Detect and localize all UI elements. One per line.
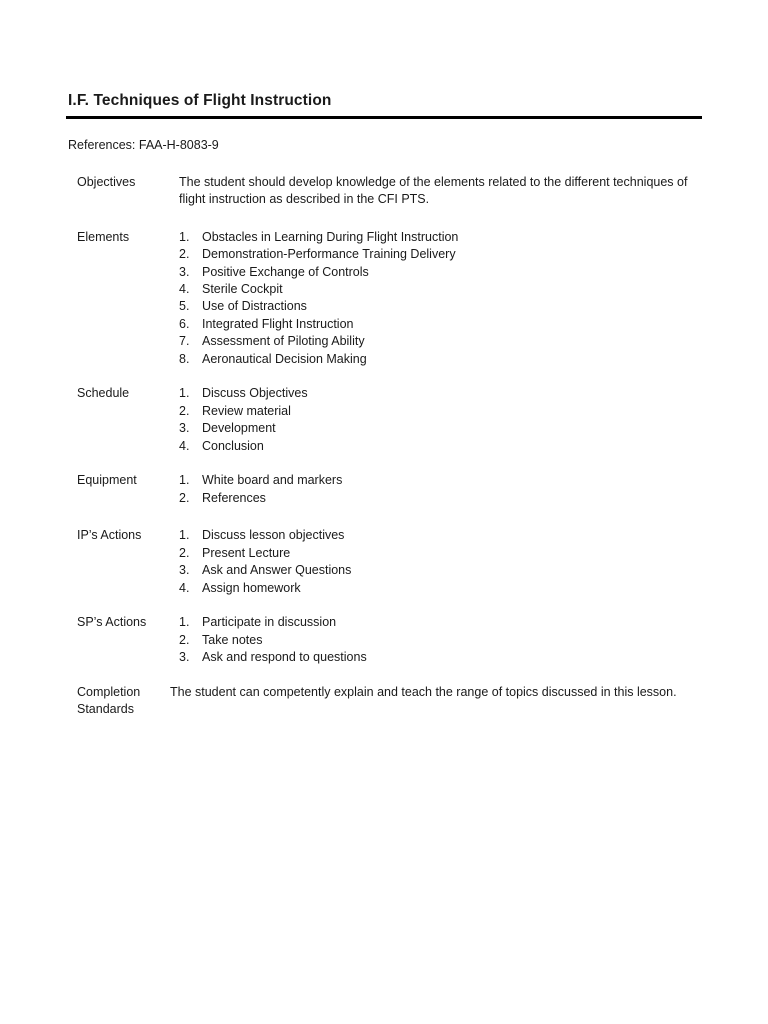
section-elements <box>68 229 708 368</box>
list-text: Development <box>202 421 276 436</box>
list-text: Sterile Cockpit <box>202 282 283 297</box>
list-item <box>179 403 704 420</box>
list-number: 1. <box>179 528 190 543</box>
list-number: 4. <box>179 580 190 595</box>
list-number: 2. <box>179 632 190 647</box>
list-text: Present Lecture <box>202 545 291 560</box>
list-number: 1. <box>179 229 190 244</box>
list-number: 2. <box>179 545 190 560</box>
list-item <box>179 246 704 263</box>
section-label-equipment: Equipment <box>77 473 137 488</box>
list-number: 1. <box>179 386 190 401</box>
list-item <box>179 420 704 437</box>
ip-actions-list <box>179 527 708 597</box>
section-label-objectives: Objectives <box>77 175 136 189</box>
list-number: 4. <box>179 438 190 453</box>
list-item <box>179 316 704 333</box>
list-number: 2. <box>179 247 190 262</box>
list-text: Conclusion <box>202 438 264 453</box>
list-text: Aeronautical Decision Making <box>202 351 367 366</box>
section-equipment <box>68 472 708 507</box>
list-text: Ask and respond to questions <box>202 650 367 665</box>
list-item <box>179 385 704 402</box>
list-number: 3. <box>179 650 190 665</box>
list-number: 2. <box>179 490 190 505</box>
list-number: 3. <box>179 563 190 578</box>
list-number: 5. <box>179 299 190 314</box>
page-title: I.F. Techniques of Flight Instruction <box>68 92 332 109</box>
list-item <box>179 562 704 579</box>
list-item <box>179 614 704 631</box>
list-number: 6. <box>179 316 190 331</box>
list-number: 7. <box>179 334 190 349</box>
list-item <box>179 545 704 562</box>
list-number: 4. <box>179 282 190 297</box>
list-text: Demonstration-Performance Training Delivery <box>202 247 456 262</box>
list-item <box>179 490 704 507</box>
list-text: Ask and Answer Questions <box>202 563 352 578</box>
list-text: Integrated Flight Instruction <box>202 316 354 331</box>
list-item <box>179 229 704 246</box>
elements-list <box>179 229 708 368</box>
equipment-list <box>179 472 708 507</box>
lesson-plan-sections <box>68 174 708 736</box>
list-number: 1. <box>179 473 190 488</box>
section-completion-standards <box>68 684 708 719</box>
list-text: Obstacles in Learning During Flight Instruction <box>202 229 459 244</box>
section-ip-actions <box>68 527 708 597</box>
section-label-ip-actions: IP’s Actions <box>77 528 142 543</box>
references-line: References: FAA-H-8083-9 <box>68 138 219 152</box>
list-item <box>179 632 704 649</box>
list-text: References <box>202 490 266 505</box>
list-text: Review material <box>202 403 291 418</box>
list-text: Positive Exchange of Controls <box>202 264 369 279</box>
list-item <box>179 438 704 455</box>
list-text: Take notes <box>202 632 263 647</box>
list-number: 2. <box>179 403 190 418</box>
list-number: 1. <box>179 615 190 630</box>
list-text: Assessment of Piloting Ability <box>202 334 365 349</box>
list-item <box>179 527 704 544</box>
list-number: 8. <box>179 351 190 366</box>
list-item <box>179 281 704 298</box>
section-label-schedule: Schedule <box>77 386 130 401</box>
list-item <box>179 649 704 666</box>
section-schedule <box>68 385 708 455</box>
section-label-sp-actions: SP’s Actions <box>77 615 147 630</box>
list-item <box>179 333 704 350</box>
list-text: Use of Distractions <box>202 299 307 314</box>
list-item <box>179 351 704 368</box>
section-label-elements: Elements <box>77 229 130 244</box>
list-number: 3. <box>179 264 190 279</box>
list-text: Participate in discussion <box>202 615 337 630</box>
sp-actions-list <box>179 614 708 666</box>
list-text: Discuss lesson objectives <box>202 528 345 543</box>
schedule-list <box>179 385 708 455</box>
list-item <box>179 472 704 489</box>
list-item <box>179 264 704 281</box>
section-objectives <box>68 174 708 209</box>
list-item <box>179 580 704 597</box>
list-text: Assign homework <box>202 580 301 595</box>
section-sp-actions <box>68 614 708 666</box>
title-divider <box>66 116 702 119</box>
section-label-completion-standards: Completion Standards <box>77 684 141 717</box>
list-text: Discuss Objectives <box>202 386 308 401</box>
list-item <box>179 298 704 315</box>
list-number: 3. <box>179 421 190 436</box>
completion-standards-text: The student can competently explain and teach the range of topics discussed in this lesson. <box>170 684 677 699</box>
list-text: White board and markers <box>202 473 343 488</box>
objectives-text: The student should develop knowledge of the elements related to the different techniques of flight instruction as described in the CFI PTS. <box>179 175 688 207</box>
